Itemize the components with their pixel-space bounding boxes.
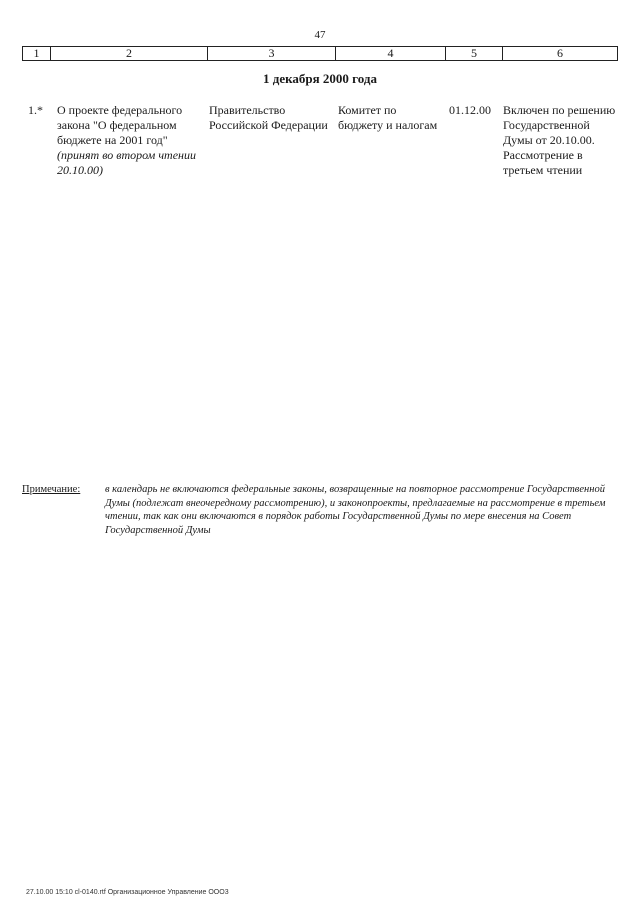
entry-title-cell <box>57 103 202 178</box>
entry-title: О проекте федерального закона "О федеральном бюджете на 2001 год" <box>57 103 183 147</box>
document-footer: 27.10.00 15:10 cl-0140.rtf Организационное Управление ООО3 <box>26 889 229 896</box>
column-number-cell: 4 <box>336 47 446 61</box>
column-number-cell: 3 <box>208 47 336 61</box>
remark-text: в календарь не включаются федеральные законы, возвращенные на повторное рассмотрение Государственной Думы (подлежат внеочередному рассмотрению), и законопроекты, предлагаемые на рассмотрение в третьем чтении, так как они включаются в порядок работы Государственной Думы по мере внесения на Совет Государственной Думы <box>105 484 606 536</box>
date-heading: 1 декабря 2000 года <box>263 71 377 86</box>
entry-date: 01.12.00 <box>449 103 491 117</box>
column-number-cell: 1 <box>23 47 51 61</box>
column-number-row <box>22 46 618 61</box>
column-number-cell: 2 <box>51 47 208 61</box>
entry-title-note: (принят во втором чтении 20.10.00) <box>57 148 196 177</box>
column-number-cell: 6 <box>503 47 618 61</box>
entry-number: 1.* <box>28 103 43 117</box>
entry-committee: Комитет по бюджету и налогам <box>338 103 438 132</box>
column-number-cell: 5 <box>446 47 503 61</box>
entry-status: Включен по решению Государственной Думы от 20.10.00. Рассмотрение в третьем чтении <box>503 103 616 177</box>
page-number: 47 <box>314 29 326 41</box>
entry-author: Правительство Российской Федерации <box>209 103 328 132</box>
remark-label: Примечание: <box>22 484 81 495</box>
